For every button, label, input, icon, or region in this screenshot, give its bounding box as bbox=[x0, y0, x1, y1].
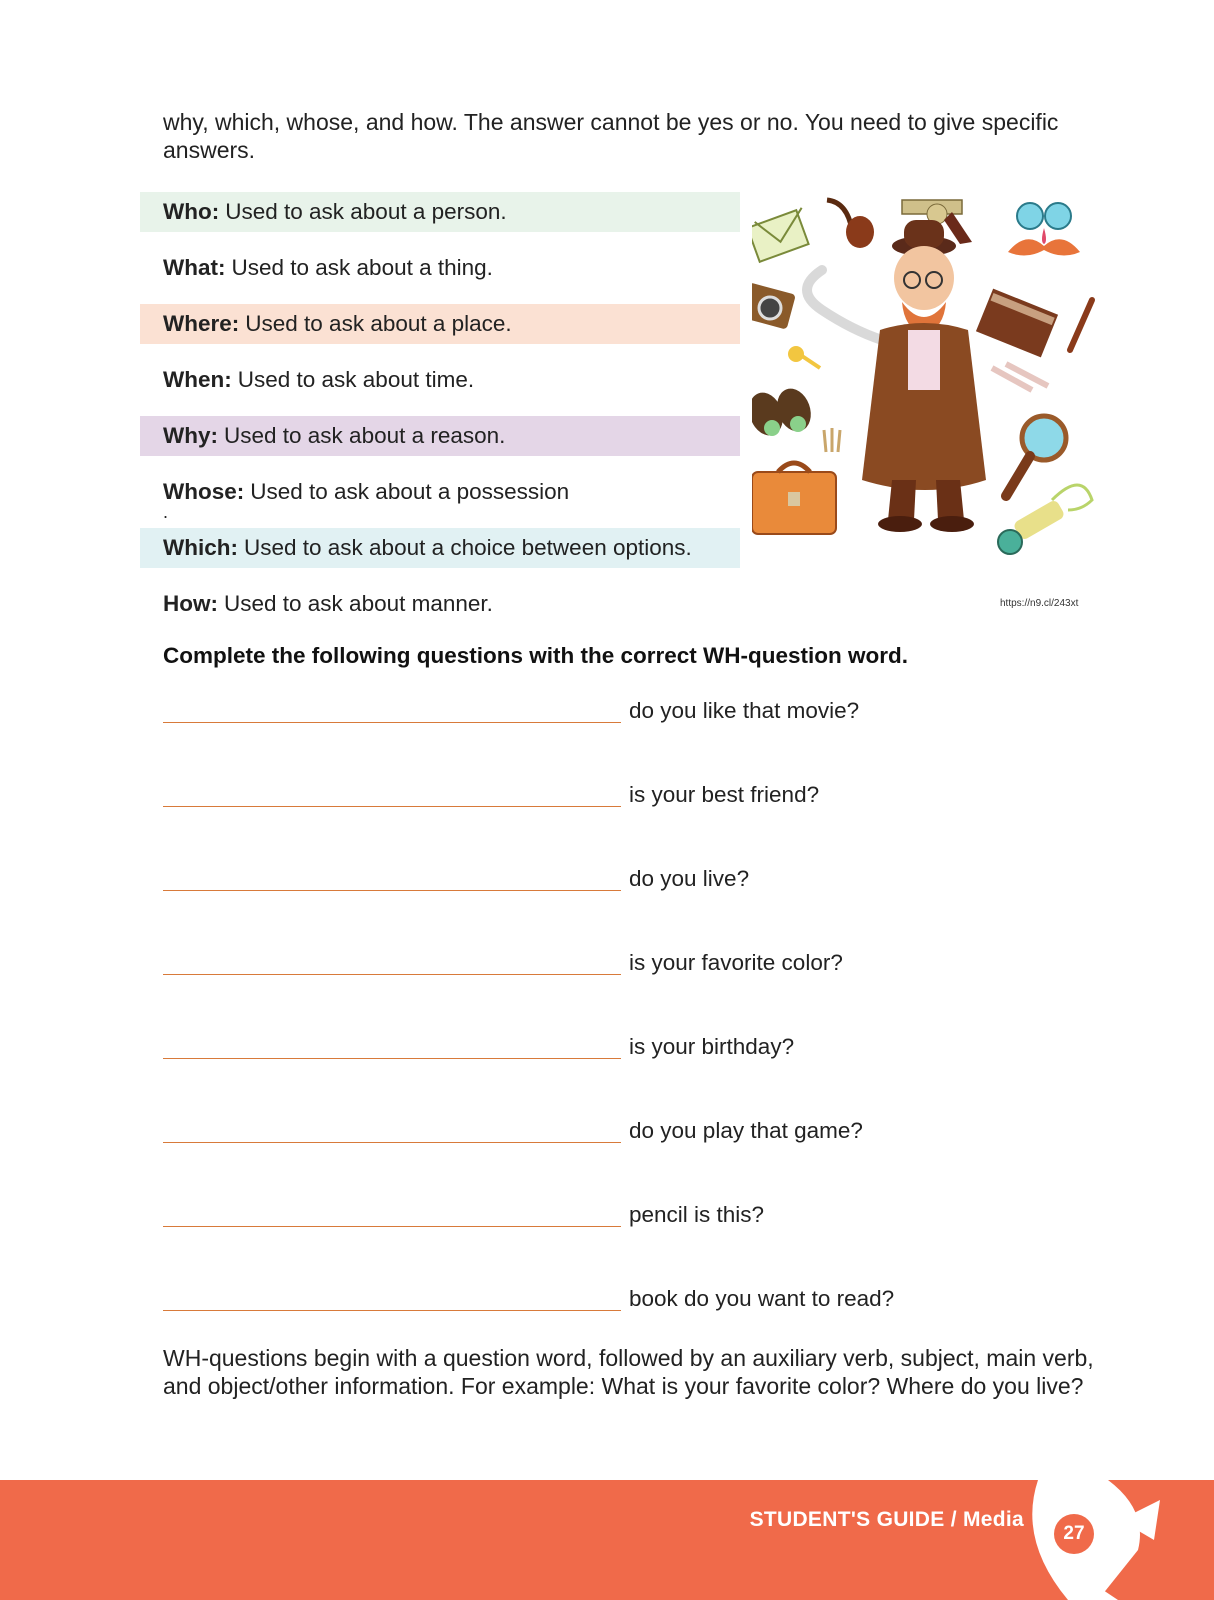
briefcase-icon bbox=[752, 463, 836, 534]
answer-blank[interactable] bbox=[163, 1034, 621, 1059]
footer-bar bbox=[0, 1480, 1214, 1600]
cigars-icon bbox=[992, 364, 1048, 390]
question-row bbox=[163, 1118, 894, 1202]
detective-figure bbox=[862, 220, 986, 532]
answer-blank[interactable] bbox=[163, 698, 621, 723]
question-row bbox=[163, 1202, 894, 1286]
definition-text: Used to ask about a place. bbox=[245, 311, 512, 336]
definition-where bbox=[140, 304, 740, 344]
binoculars-icon bbox=[752, 384, 817, 440]
definition-what bbox=[140, 248, 740, 288]
matches-icon bbox=[824, 428, 840, 452]
disguise-icon bbox=[1008, 203, 1080, 256]
definition-text: Used to ask about a person. bbox=[225, 199, 507, 224]
book-icon bbox=[976, 289, 1058, 358]
definition-when bbox=[140, 360, 740, 400]
image-credit: https://n9.cl/243xt bbox=[1000, 598, 1079, 609]
question-text: do you play that game? bbox=[629, 1118, 863, 1143]
definition-who bbox=[140, 192, 740, 232]
question-text: do you like that movie? bbox=[629, 698, 860, 723]
question-row bbox=[163, 950, 894, 1034]
definition-term: When: bbox=[163, 367, 232, 392]
definition-term: What: bbox=[163, 255, 226, 280]
question-text: is your best friend? bbox=[629, 782, 820, 807]
answer-blank[interactable] bbox=[163, 1202, 621, 1227]
envelope-icon bbox=[752, 208, 809, 262]
outro-paragraph: WH-questions begin with a question word, followed by an auxiliary verb, subject, main verb, and object/other information. For example: What is your favorite color? Where do you live? bbox=[163, 1345, 1094, 1399]
guide-label: STUDENT'S GUIDE bbox=[749, 1508, 945, 1531]
definition-text: Used to ask about a possession bbox=[250, 479, 570, 504]
answer-blank[interactable] bbox=[163, 950, 621, 975]
question-row bbox=[163, 782, 894, 866]
answer-blank[interactable] bbox=[163, 1286, 621, 1311]
definition-whose bbox=[140, 472, 740, 522]
detective-illustration bbox=[752, 190, 1122, 580]
definition-how bbox=[140, 584, 740, 624]
answer-blank[interactable] bbox=[163, 782, 621, 807]
question-text: do you live? bbox=[629, 866, 750, 891]
question-text: is your favorite color? bbox=[629, 950, 843, 975]
exercise-instruction: Complete the following questions with the correct WH-question word. bbox=[163, 643, 909, 668]
definition-text: Used to ask about a reason. bbox=[224, 423, 506, 448]
definitions-list bbox=[140, 192, 740, 640]
magnifying-glass-icon bbox=[1006, 416, 1066, 496]
answer-blank[interactable] bbox=[163, 1118, 621, 1143]
key-icon bbox=[788, 346, 820, 368]
camera-icon bbox=[752, 282, 796, 329]
definition-term: Why: bbox=[163, 423, 218, 448]
question-row bbox=[163, 698, 894, 782]
intro-paragraph: why, which, whose, and how. The answer cannot be yes or no. You need to give specific answers. bbox=[163, 109, 1059, 163]
answer-blank[interactable] bbox=[163, 866, 621, 891]
stray-period: . bbox=[163, 502, 169, 522]
definition-term: Whose: bbox=[163, 479, 245, 504]
section-label: / Media bbox=[944, 1508, 1024, 1531]
definition-which bbox=[140, 528, 740, 568]
questions-list bbox=[163, 698, 894, 1370]
definition-term: Where: bbox=[163, 311, 240, 336]
definition-text: Used to ask about manner. bbox=[224, 591, 493, 616]
pen-icon bbox=[1070, 300, 1092, 350]
question-text: book do you want to read? bbox=[629, 1286, 895, 1311]
question-row bbox=[163, 1034, 894, 1118]
definition-why bbox=[140, 416, 740, 456]
definition-term: Which: bbox=[163, 535, 238, 560]
question-row bbox=[163, 866, 894, 950]
pipe-icon bbox=[827, 200, 874, 248]
definition-term: Who: bbox=[163, 199, 220, 224]
question-text: is your birthday? bbox=[629, 1034, 795, 1059]
question-text: pencil is this? bbox=[629, 1202, 765, 1227]
footer-title bbox=[750, 1508, 1024, 1532]
definition-text: Used to ask about time. bbox=[237, 367, 475, 392]
definition-term: How: bbox=[163, 591, 218, 616]
definition-text: Used to ask about a thing. bbox=[231, 255, 493, 280]
definition-text: Used to ask about a choice between options. bbox=[243, 535, 692, 560]
page-number: 27 bbox=[1063, 1523, 1085, 1544]
